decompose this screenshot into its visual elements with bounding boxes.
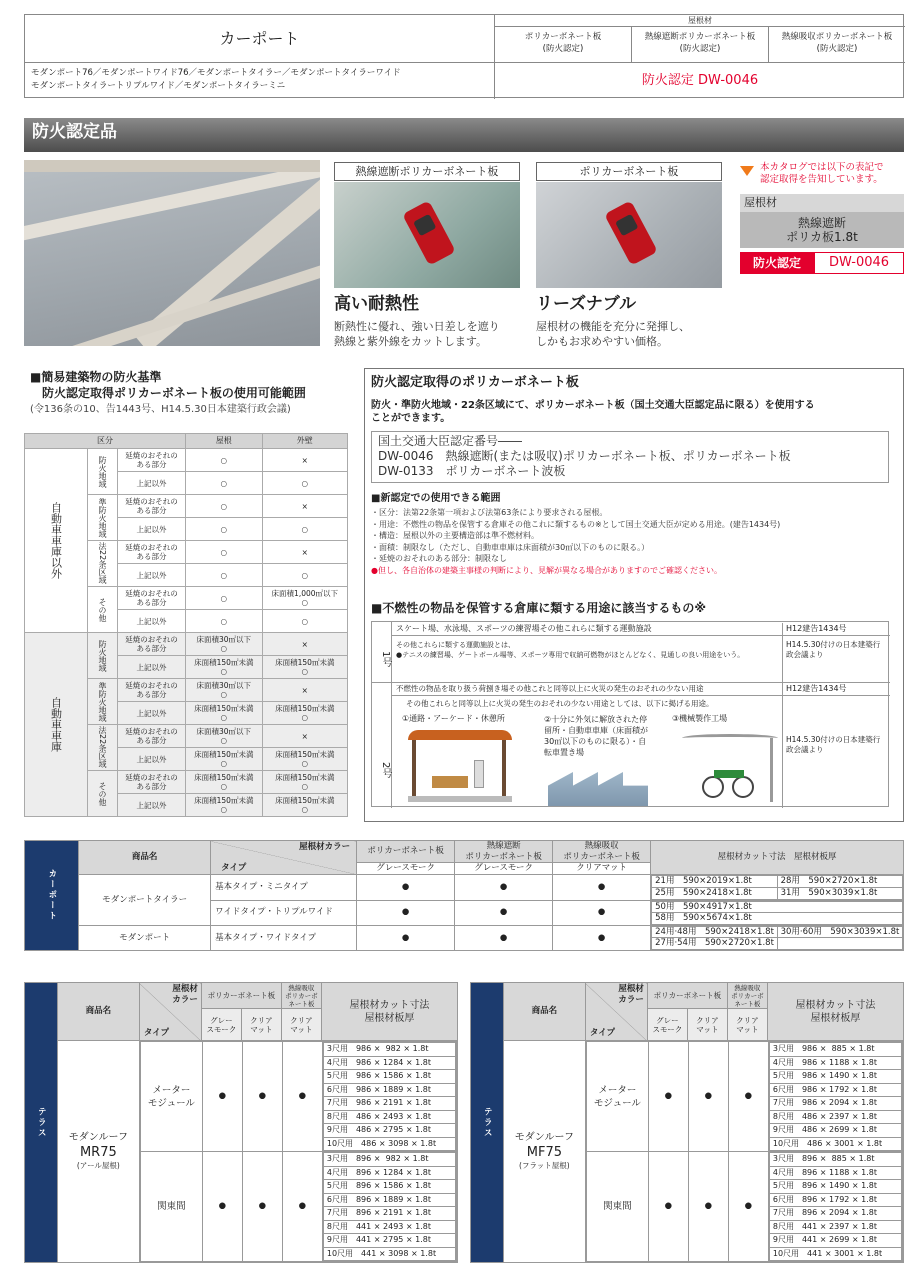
carport-product-1: モダンポートタイラー [79, 875, 211, 926]
rules-area: 準防火地域 [88, 679, 118, 725]
dot-mark: ● [728, 1042, 768, 1152]
dot-mark: ● [688, 1152, 728, 1262]
usage-2-ref: H12建告1434号 [782, 683, 890, 695]
dot-mark: ● [553, 875, 651, 900]
terrace-table-left [24, 982, 458, 1263]
terrace-color: グレー スモーク [201, 1009, 241, 1041]
terrace-color: クリア マット [281, 1009, 321, 1041]
dot-mark: ● [282, 1042, 322, 1152]
carport-type-2: ワイドタイプ・トリプルワイド [211, 900, 357, 925]
carport-col-1: ポリカーボネート板 [357, 841, 455, 863]
roof-value: ○ [186, 610, 263, 633]
terrace-color: クリア マット [727, 1009, 767, 1041]
terrace-type: メーター モジュール [586, 1042, 648, 1152]
rules-item: 延焼のおそれの ある部分 [118, 725, 186, 748]
cut-size: 58用 590×5674×1.8t [652, 913, 903, 925]
notice-cert-number: DW-0046 [814, 252, 904, 274]
wall-value: × [262, 725, 347, 748]
terrace-side-label: テラス [471, 983, 504, 1263]
terrace-h-poly: ポリカーボネート板 [647, 983, 727, 1009]
cut-size: 25用 590×2418×1.8t [652, 887, 777, 899]
dot-mark: ● [202, 1152, 242, 1262]
cert-info-box [364, 368, 904, 822]
col-header-wall: 外壁 [262, 434, 347, 449]
cut-size: 28用 590×2720×1.8t [777, 876, 902, 888]
usage-1-title: スケート場、水泳場、スポーツの練習場その他これらに類する運動施設 [396, 624, 652, 633]
cut-size: 10尺用 441 × 3001 × 1.8t [769, 1247, 901, 1261]
new-range-list [371, 507, 899, 576]
feature-heading-1: 高い耐熱性 [334, 294, 419, 314]
photo-tag-poly: ポリカーボネート板 [536, 162, 722, 181]
cut-size: 27用·54用 590×2720×1.8t [652, 938, 777, 950]
terrace-h-color: 屋根材 カラー [172, 984, 198, 1005]
cut-size: 6尺用 896 × 1792 × 1.8t [769, 1193, 901, 1207]
rules-item: 延焼のおそれの ある部分 [118, 679, 186, 702]
terrace-table [24, 982, 458, 1263]
roof-value: 床面積150㎡未満 ○ [186, 702, 263, 725]
cut-size: 3尺用 896 × 885 × 1.8t [769, 1153, 901, 1167]
new-range-item: ・用途：不燃性の物品を保管する倉庫その他これに類するもの※として国土交通大臣が定める用途。(建告1434号) [371, 519, 781, 529]
usage-1-source: H14.5.30付けの日本建築行政会議より [782, 635, 890, 682]
rules-row [25, 633, 348, 656]
usage-1-note: その他これらに類する運動施設とは、 ●テニスの練習場、ゲートボール場等、スポーツ専用で収納可燃物がほとんどなく、見通しの良い用途をいう。 [396, 641, 745, 659]
cut-size: 7尺用 986 × 2191 × 1.8t [323, 1097, 455, 1111]
terrace-color: クリア マット [687, 1009, 727, 1041]
header-col-poly: ポリカーボネート板 (防火認定) [495, 27, 632, 63]
roof-value: 床面積150㎡未満 ○ [186, 794, 263, 817]
carport-h-name: 商品名 [79, 841, 211, 875]
terrace-color: クリア マット [241, 1009, 281, 1041]
rules-item: 上記以外 [118, 794, 186, 817]
header-table [24, 14, 904, 98]
feature-desc-1: 断熱性に優れ、強い日差しを遮り 熱線と紫外線をカットします。 [334, 320, 500, 348]
roof-value: ○ [186, 518, 263, 541]
feature-heading-2: リーズナブル [536, 294, 637, 314]
terrace-product [503, 1041, 585, 1263]
terrace-h-color-type [139, 983, 201, 1041]
cut-size: 4尺用 896 × 1284 × 1.8t [323, 1166, 455, 1180]
wall-value: ○ [262, 564, 347, 587]
cut-size: 10尺用 441 × 3098 × 1.8t [323, 1247, 455, 1261]
roof-value: ○ [186, 449, 263, 472]
cut-size: 5尺用 986 × 1586 × 1.8t [323, 1070, 455, 1084]
wall-value: ○ [262, 472, 347, 495]
notice-text: 本カタログでは以下の表記で 認定取得を告知しています。 [760, 162, 884, 185]
roof-value: ○ [186, 564, 263, 587]
dot-mark: ● [648, 1152, 688, 1262]
wall-value: 床面積150㎡未満 ○ [262, 702, 347, 725]
new-range-item: ・面積：制限なし（ただし、自動車車庫は床面積が30㎡以下のものに限る。） [371, 542, 650, 552]
terrace-product-model: MR75 [79, 1144, 117, 1160]
wall-value: 床面積150㎡未満 ○ [262, 748, 347, 771]
cut-size: 6尺用 986 × 1792 × 1.8t [769, 1083, 901, 1097]
terrace-color: グレー スモーク [647, 1009, 687, 1041]
carport-color-2: グレースモーク [455, 863, 553, 875]
col-header-roof: 屋根 [186, 434, 263, 449]
warning-text: ●但し、各自治体の建築主事様の判断により、見解が異なる場合がありますのでご確認ください。 [371, 565, 722, 575]
col-header-category: 区分 [25, 434, 186, 449]
wall-value: 床面積1,000㎡以下 ○ [262, 587, 347, 610]
wall-value: 床面積150㎡未満 ○ [262, 656, 347, 679]
terrace-table [470, 982, 904, 1263]
notice-material: 熱線遮断 ポリカ板1.8t [740, 212, 904, 248]
terrace-h-type: タイプ [143, 1028, 169, 1039]
roof-value: 床面積30㎡以下 ○ [186, 725, 263, 748]
header-col-heat-block: 熱線遮断ポリカーボネート板 (防火認定) [632, 27, 769, 63]
cut-size: 3尺用 986 × 982 × 1.8t [323, 1043, 455, 1057]
rules-item: 延焼のおそれの ある部分 [118, 495, 186, 518]
carport-table [24, 840, 904, 951]
wall-value: × [262, 541, 347, 564]
cut-size: 3尺用 896 × 982 × 1.8t [323, 1153, 455, 1167]
terrace-h-color-type [585, 983, 647, 1041]
photo-tag-heat-block: 熱線遮断ポリカーボネート板 [334, 162, 520, 181]
rules-item: 上記以外 [118, 472, 186, 495]
bike-shed-illustration [682, 730, 778, 804]
rules-title: ■簡易建築物の防火基準 [30, 370, 162, 384]
rules-item: 延焼のおそれの ある部分 [118, 449, 186, 472]
terrace-h-cut: 屋根材カット寸法 屋根材板厚 [767, 983, 903, 1041]
terrace-product [57, 1041, 139, 1263]
new-range-item: ・延焼のおそれのある部分：制限なし [371, 554, 507, 563]
dot-mark: ● [357, 900, 455, 925]
rules-reference: (令136条の10、告1443号、H14.5.30日本建築行政会議) [30, 404, 291, 415]
terrace-h-name: 商品名 [503, 983, 585, 1041]
cut-size: 9尺用 486 × 2699 × 1.8t [769, 1124, 901, 1138]
usage-example-3: ③機械製作工場 [672, 714, 728, 723]
dot-mark: ● [648, 1042, 688, 1152]
header-col-heat-absorb: 熱線吸収ポリカーボネート板 (防火認定) [769, 27, 905, 63]
cut-size: 9尺用 486 × 2795 × 1.8t [323, 1124, 455, 1138]
dot-mark: ● [688, 1042, 728, 1152]
usage-2-title: 不燃性の物品を取り扱う荷捌き場その他これと同等以上に火災の発生のおそれの少ない用途 [396, 684, 704, 693]
roof-value: 床面積30㎡以下 ○ [186, 633, 263, 656]
cut-size: 7尺用 896 × 2094 × 1.8t [769, 1207, 901, 1221]
carport-product-2: モダンポート [79, 925, 211, 950]
dot-mark: ● [242, 1152, 282, 1262]
cut-size: 50用 590×4917×1.8t [652, 901, 903, 913]
wall-value: × [262, 449, 347, 472]
cert-box-title: 防火認定取得のポリカーボネート板 [371, 375, 579, 390]
cut-size: 30用·60用 590×3039×1.8t [777, 926, 902, 938]
roof-value: 床面積30㎡以下 ○ [186, 679, 263, 702]
roof-value: ○ [186, 541, 263, 564]
carport-h-type: タイプ [221, 862, 247, 873]
model-list: モダンポート76／モダンポートワイド76／モダンポートタイラー／モダンポートタイラーワイド モダンポートタイラートリプルワイド／モダンポートタイラーミニ [25, 63, 495, 99]
dot-mark: ● [553, 900, 651, 925]
terrace-h-heat: 熱線吸収 ポリカーボ ネート板 [281, 983, 321, 1009]
cut-size: 8尺用 486 × 2493 × 1.8t [323, 1110, 455, 1124]
cut-size: 6尺用 896 × 1889 × 1.8t [323, 1193, 455, 1207]
terrace-h-cut: 屋根材カット寸法 屋根材板厚 [321, 983, 457, 1041]
cut-size: 4尺用 986 × 1284 × 1.8t [323, 1056, 455, 1070]
roof-value: 床面積150㎡未満 ○ [186, 771, 263, 794]
arrow-down-icon [740, 166, 754, 176]
carport-h-cut: 屋根材カット寸法 屋根材板厚 [651, 841, 904, 875]
carport-h-color-type [211, 841, 357, 875]
rules-row [25, 449, 348, 472]
row-no-2: 2号 [372, 682, 392, 808]
usage-example-1: ①通路・アーケード・休憩所 [402, 714, 505, 723]
rules-area: その他 [88, 771, 118, 817]
usage-2-source: H14.5.30付けの日本建築行政会議より [782, 695, 890, 808]
cut-size: 5尺用 896 × 1586 × 1.8t [323, 1180, 455, 1194]
dot-mark: ● [242, 1042, 282, 1152]
cut-size: 5尺用 896 × 1490 × 1.8t [769, 1180, 901, 1194]
carport-col-2: 熱線遮断 ポリカーボネート板 [455, 841, 553, 863]
cut-size: 24用·48用 590×2418×1.8t [652, 926, 777, 938]
cut-size: 10尺用 486 × 3098 × 1.8t [323, 1137, 455, 1151]
rules-area: 準防火地域 [88, 495, 118, 541]
rules-category-garage: 自動車車庫 [25, 633, 88, 817]
rules-item: 延焼のおそれの ある部分 [118, 771, 186, 794]
dot-mark: ● [455, 925, 553, 950]
rules-group-1 [25, 449, 348, 633]
rules-category-other: 自動車車庫以外 [25, 449, 88, 633]
roof-value: ○ [186, 472, 263, 495]
usage-2-note: その他これらと同等以上に火災の発生のおそれの少ない用途としては、以下に掲げる用途。 [406, 699, 714, 708]
cut-size: 5尺用 986 × 1490 × 1.8t [769, 1070, 901, 1084]
usage-example-2: ②十分に外気に解放された停留所・自動車車庫（床面積が30㎡以下のものに限る）・自転車置き場 [544, 715, 648, 757]
cut-size: 10尺用 486 × 3001 × 1.8t [769, 1137, 901, 1151]
rules-item: 上記以外 [118, 702, 186, 725]
new-range-item: ・区分：法第22条第一項および法第63条により要求される屋根。 [371, 508, 608, 517]
section2-title: ■不燃性の物品を保管する倉庫に類する用途に該当するもの※ [371, 601, 707, 615]
wall-value: ○ [262, 610, 347, 633]
arcade-illustration [408, 730, 512, 802]
cut-size: 8尺用 441 × 2397 × 1.8t [769, 1220, 901, 1234]
rules-item: 上記以外 [118, 564, 186, 587]
terrace-h-color: 屋根材 カラー [618, 984, 644, 1005]
rules-area: 法22条区域 [88, 725, 118, 771]
dot-mark: ● [357, 875, 455, 900]
cut-size: 8尺用 441 × 2493 × 1.8t [323, 1220, 455, 1234]
terrace-h-type: タイプ [589, 1028, 615, 1039]
fire-rules-table [24, 433, 348, 817]
dot-mark: ● [202, 1042, 242, 1152]
cert-box-lead: 防火・準防火地域・22条区域にて、ポリカーボネート板（国土交通大臣認定品に限る）を使用する ことができます。 [371, 400, 815, 424]
terrace-product-model: MF75 [526, 1144, 562, 1160]
cut-size: 7尺用 896 × 2191 × 1.8t [323, 1207, 455, 1221]
terrace-type: 関東間 [140, 1152, 202, 1262]
new-range-item: ・構造：屋根以外の主要構造部は準不燃材料。 [371, 531, 539, 540]
cut-size: 4尺用 896 × 1188 × 1.8t [769, 1166, 901, 1180]
rules-area: 防火地域 [88, 633, 118, 679]
wall-value: × [262, 679, 347, 702]
terrace-type: メーター モジュール [140, 1042, 202, 1152]
row-no-1: 1号 [372, 622, 392, 682]
rules-item: 上記以外 [118, 518, 186, 541]
carport-col-3: 熱線吸収 ポリカーボネート板 [553, 841, 651, 863]
cut-size: 7尺用 986 × 2094 × 1.8t [769, 1097, 901, 1111]
dot-mark: ● [282, 1152, 322, 1262]
feature-desc-2: 屋根材の機能を充分に発揮し、 しかもお求めやすい価格。 [536, 320, 690, 348]
terrace-type: 関東間 [586, 1152, 648, 1262]
rules-item: 延焼のおそれの ある部分 [118, 633, 186, 656]
cut-size: 4尺用 986 × 1188 × 1.8t [769, 1056, 901, 1070]
carport-color-1: グレースモーク [357, 863, 455, 875]
dot-mark: ● [455, 875, 553, 900]
header-title: カーポート [25, 15, 495, 63]
roof-material-label: 屋根材 [495, 15, 905, 27]
fire-cert-number: 防火認定 DW-0046 [641, 72, 759, 88]
terrace-h-poly: ポリカーボネート板 [201, 983, 281, 1009]
roof-value: ○ [186, 495, 263, 518]
terrace-side-label: テラス [25, 983, 58, 1263]
wall-value: × [262, 495, 347, 518]
rules-item: 延焼のおそれの ある部分 [118, 587, 186, 610]
rules-item: 延焼のおそれの ある部分 [118, 541, 186, 564]
cert-numbers: 国土交通大臣認定番号―― DW-0046 熱線遮断(または吸収)ポリカーボネート板、ポリカーボネート板 DW-0133 ポリカーボネート波板 [371, 431, 889, 483]
cut-size: 9尺用 441 × 2795 × 1.8t [323, 1234, 455, 1248]
rules-subtitle: 防火認定取得ポリカーボネート板の使用可能範囲 [42, 386, 306, 400]
carport-side-label: カーポート [25, 841, 79, 951]
wall-value: ○ [262, 518, 347, 541]
roof-value: 床面積150㎡未満 ○ [186, 748, 263, 771]
carport-color-3: クリアマット [553, 863, 651, 875]
rules-item: 上記以外 [118, 748, 186, 771]
cut-size: 6尺用 986 × 1889 × 1.8t [323, 1083, 455, 1097]
terrace-h-heat: 熱線吸収 ポリカーボ ネート板 [727, 983, 767, 1009]
rules-item: 上記以外 [118, 610, 186, 633]
section-banner: 防火認定品 [24, 118, 904, 152]
wall-value: × [262, 633, 347, 656]
notice-cert-label: 防火認定 [740, 252, 814, 274]
roof-value: 床面積150㎡未満 ○ [186, 656, 263, 679]
terrace-product-note: (フラット屋根) [519, 1161, 570, 1171]
rules-group-2 [25, 633, 348, 817]
carport-roof-photo [24, 160, 320, 346]
cut-size: 9尺用 441 × 2699 × 1.8t [769, 1234, 901, 1248]
terrace-product-name: モダンルーフ [68, 1132, 129, 1144]
dot-mark: ● [728, 1152, 768, 1262]
cut-size: 31用 590×3039×1.8t [777, 887, 902, 899]
cut-size: 21用 590×2019×1.8t [652, 876, 777, 888]
new-range-title: ■新認定での使用できる範囲 [371, 493, 501, 504]
dot-mark: ● [455, 900, 553, 925]
carport-type-3: 基本タイプ・ワイドタイプ [211, 925, 357, 950]
terrace-table-right [470, 982, 904, 1263]
photo-poly [536, 182, 722, 288]
carport-h-color: 屋根材カラー [299, 842, 351, 852]
rules-area: 法22条区域 [88, 541, 118, 587]
rules-area: その他 [88, 587, 118, 633]
terrace-product-name: モダンルーフ [514, 1132, 575, 1144]
rules-area: 防火地域 [88, 449, 118, 495]
cut-size [777, 938, 902, 950]
usage-1-ref: H12建告1434号 [782, 623, 890, 635]
wall-value: 床面積150㎡未満 ○ [262, 794, 347, 817]
terrace-h-name: 商品名 [57, 983, 139, 1041]
cut-size: 3尺用 986 × 885 × 1.8t [769, 1043, 901, 1057]
dot-mark: ● [357, 925, 455, 950]
rules-item: 上記以外 [118, 656, 186, 679]
photo-heat-block [334, 182, 520, 288]
cut-size: 8尺用 486 × 2397 × 1.8t [769, 1110, 901, 1124]
dot-mark: ● [553, 925, 651, 950]
notice-roof-label: 屋根材 [740, 194, 904, 212]
factory-illustration [548, 772, 648, 806]
usage-table [371, 621, 889, 807]
wall-value: 床面積150㎡未満 ○ [262, 771, 347, 794]
terrace-product-note: (アール屋根) [76, 1161, 120, 1171]
roof-value: ○ [186, 587, 263, 610]
carport-type-1: 基本タイプ・ミニタイプ [211, 875, 357, 900]
